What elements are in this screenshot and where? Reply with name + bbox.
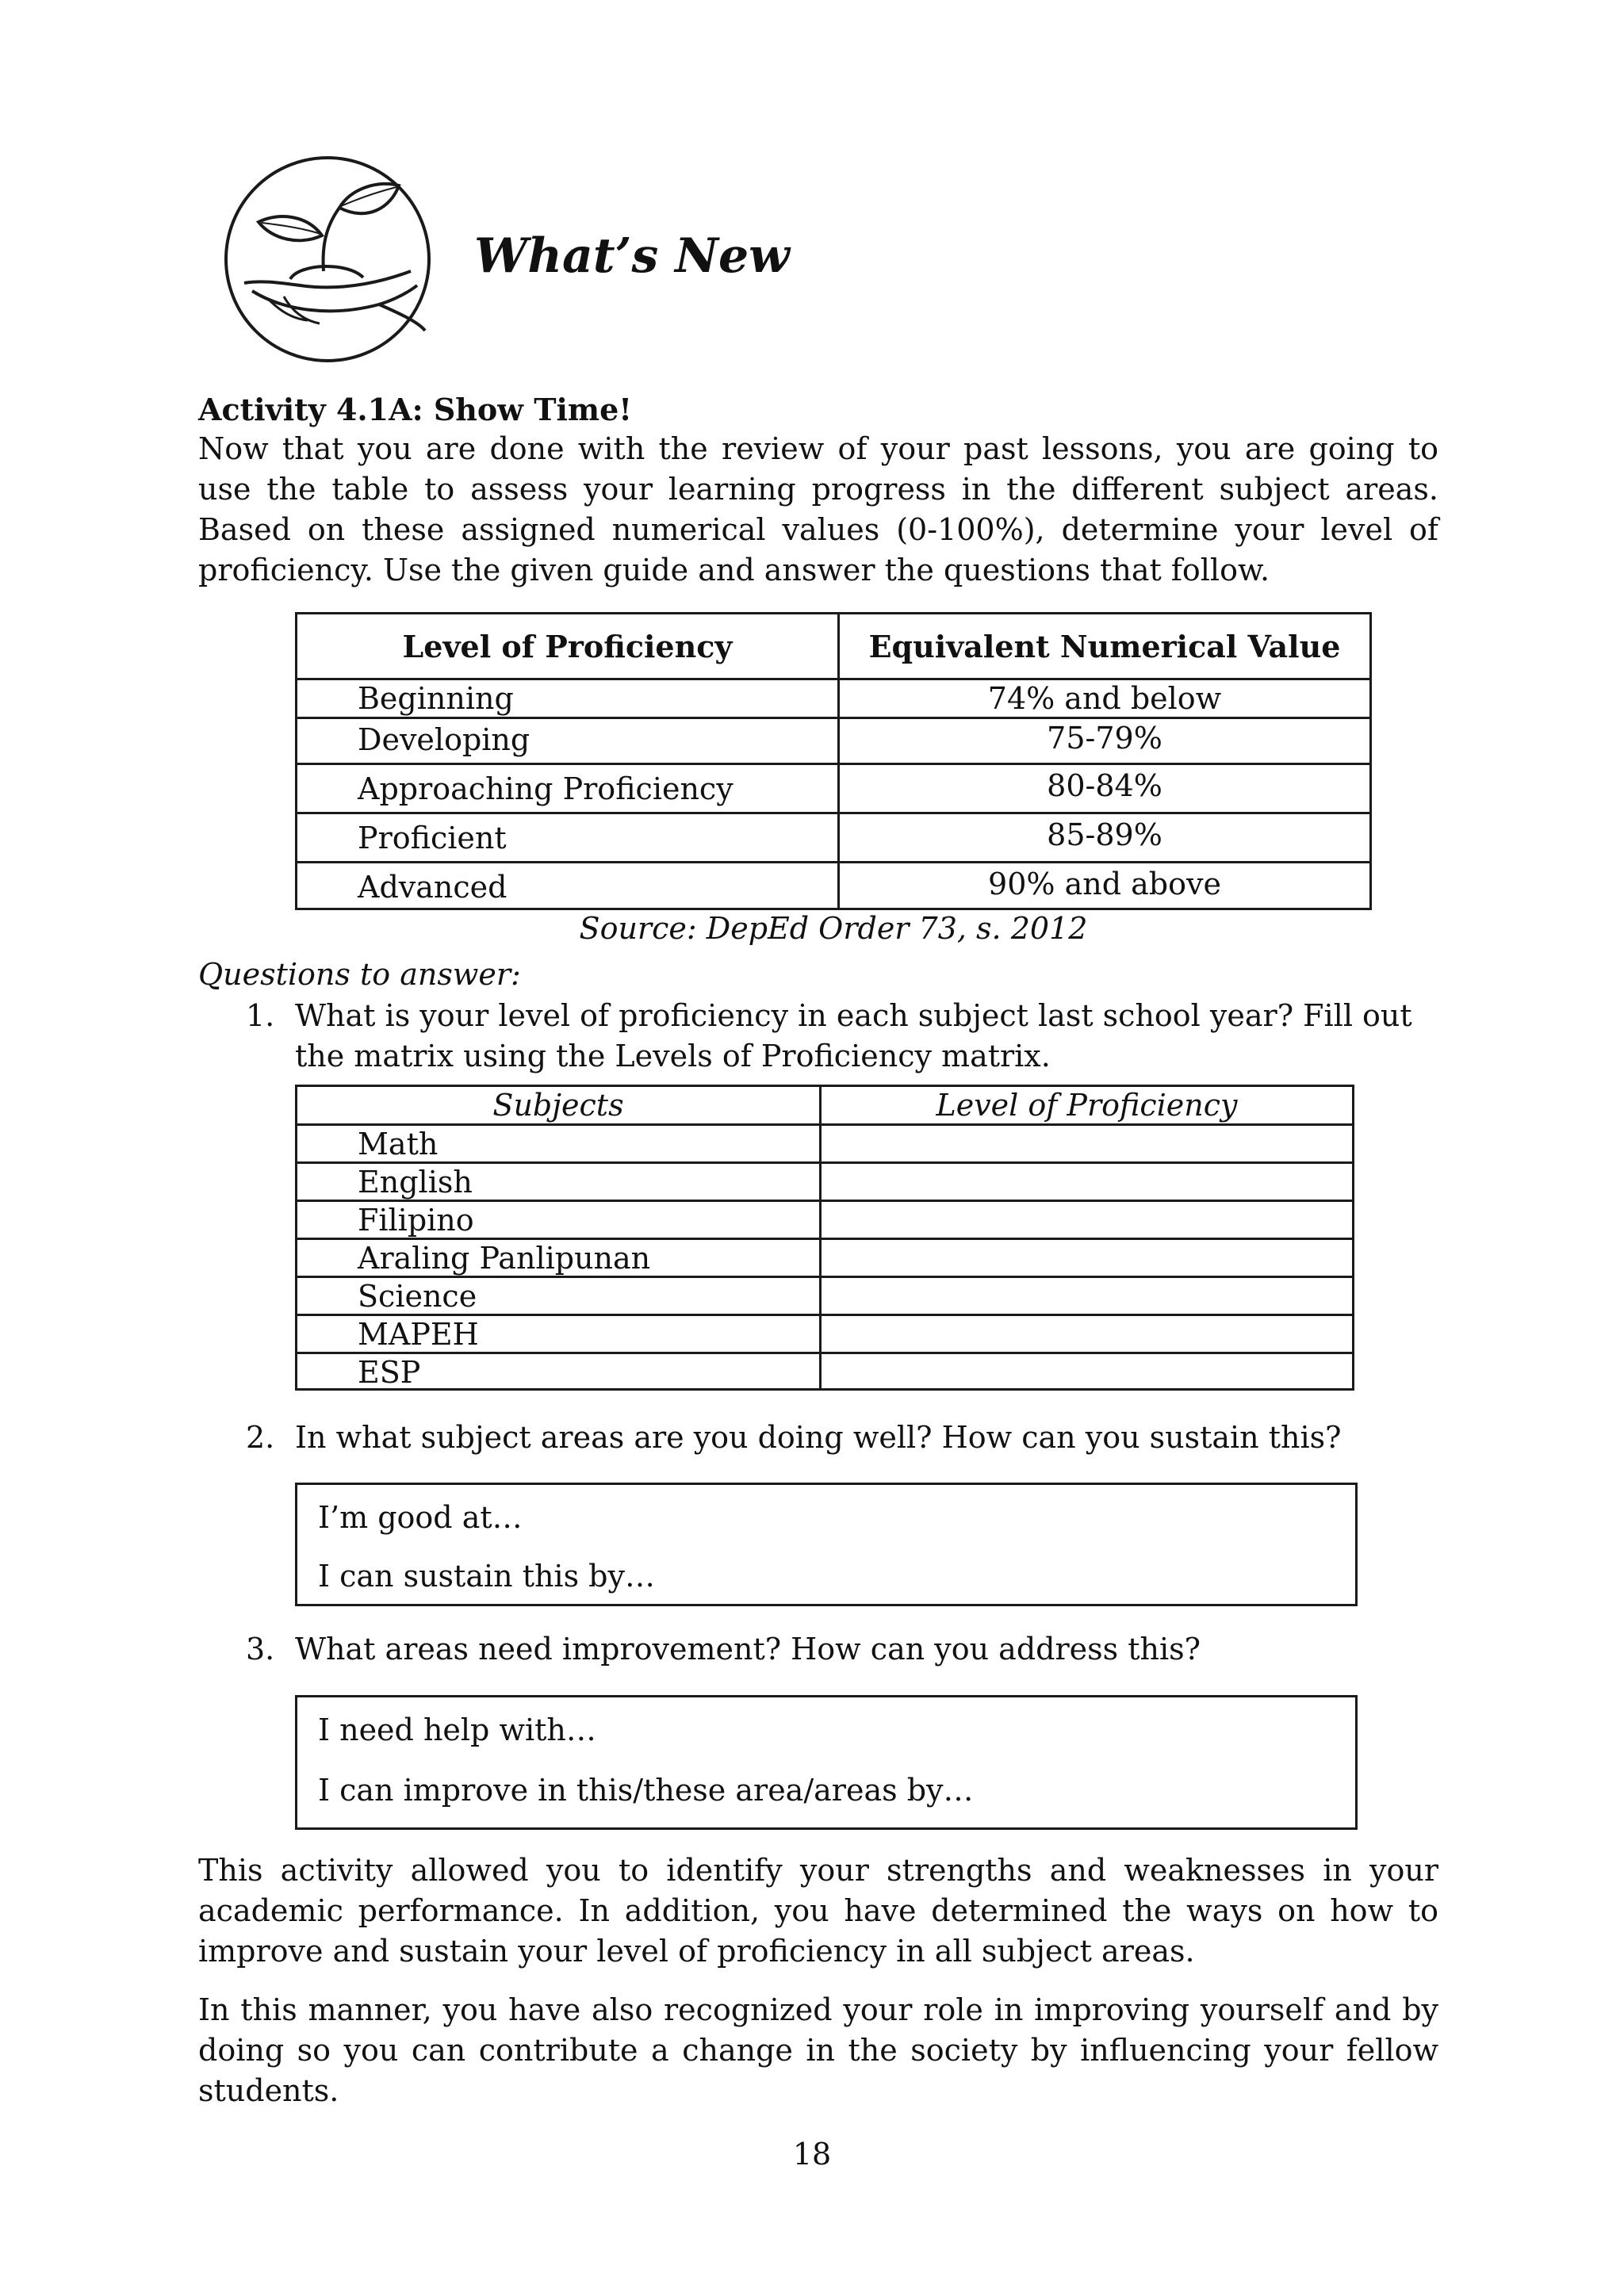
level-cell: Proficient (358, 820, 507, 855)
question-1-text: What is your level of proficiency in each subject last school year? Fill out the matrix using the Levels of Proficiency matrix. (295, 998, 1412, 1073)
subject-cell: Math (358, 1126, 439, 1161)
seedling-logo-svg (220, 152, 435, 366)
level-cell: Beginning (358, 681, 514, 716)
closing-paragraph-1: This activity allowed you to identify your strengths and weaknesses in your academic performance. In addition, you have determined the ways on how to improve and sustain your level of proficiency in all subject areas. (198, 1853, 1438, 1969)
subject-cell: Araling Panlipunan (358, 1240, 651, 1276)
closing-paragraph-2: In this manner, you have also recognized your role in improving yourself and by doing so you can contribute a change in the society by influencing your fellow students. (198, 1992, 1438, 2108)
answer-prompt: I’m good at… (318, 1500, 523, 1535)
table-source: Source: DepEd Order 73, s. 2012 (579, 911, 1088, 946)
subjects-table (295, 1085, 1354, 1391)
subject-cell: English (358, 1164, 473, 1200)
answer-prompt: I need help with… (318, 1712, 596, 1747)
hand-holding-seedling-icon (220, 152, 435, 366)
level-cell: Advanced (358, 869, 508, 905)
subject-cell: MAPEH (358, 1316, 479, 1352)
table-row (297, 1200, 1352, 1238)
answer-prompt: I can improve in this/these area/areas by… (318, 1773, 974, 1808)
table-row (297, 678, 1369, 717)
page-number: 18 (792, 2137, 832, 2172)
subject-cell: Science (358, 1278, 477, 1314)
table-row (297, 1276, 1352, 1314)
level-cell: Developing (358, 721, 530, 757)
header-subjects: Subjects (492, 1088, 624, 1123)
answer-prompt: I can sustain this by… (318, 1559, 655, 1594)
question-3-text: What areas need improvement? How can you address this? (295, 1632, 1201, 1667)
value-cell: 75-79% (1047, 720, 1162, 756)
table-row (297, 861, 1369, 910)
table-row (297, 763, 1369, 812)
table-header-row (297, 614, 1369, 678)
subject-cell: ESP (358, 1355, 421, 1390)
header-level: Level of Proficiency (936, 1088, 1238, 1123)
table-row (297, 812, 1369, 861)
table-header-row (297, 1087, 1352, 1123)
level-cell: Approaching Proficiency (358, 771, 733, 806)
table-row (297, 1352, 1352, 1391)
answer-box-strengths[interactable] (295, 1483, 1358, 1606)
question-2-text: In what subject areas are you doing well? How can you sustain this? (295, 1420, 1342, 1455)
activity-title: Activity 4.1A: Show Time! (198, 392, 632, 427)
value-cell: 74% and below (987, 681, 1222, 716)
table-row (297, 717, 1369, 763)
activity-intro: Now that you are done with the review of your past lessons, you are going to use the table to assess your learning progress in the different subject areas. Based on these assigned numerical values (0-100%), determine your level of proficiency. Use the given guide and answer the questions that follow. (198, 431, 1438, 587)
table-row (297, 1238, 1352, 1276)
value-cell: 90% and above (988, 866, 1221, 901)
table-row (297, 1314, 1352, 1352)
page-title: What’s New (474, 228, 790, 284)
table-row (297, 1161, 1352, 1200)
value-cell: 85-89% (1047, 817, 1162, 852)
header-level: Level of Proficiency (402, 628, 733, 664)
subject-cell: Filipino (358, 1202, 474, 1238)
questions-label: Questions to answer: (198, 957, 521, 992)
value-cell: 80-84% (1047, 767, 1162, 803)
table-row (297, 1123, 1352, 1161)
question-number: 3. (246, 1632, 275, 1667)
question-number: 2. (246, 1420, 275, 1455)
proficiency-table (295, 612, 1372, 910)
header-value: Equivalent Numerical Value (868, 628, 1341, 664)
question-number: 1. (246, 998, 275, 1033)
answer-box-improvement[interactable] (295, 1695, 1358, 1830)
